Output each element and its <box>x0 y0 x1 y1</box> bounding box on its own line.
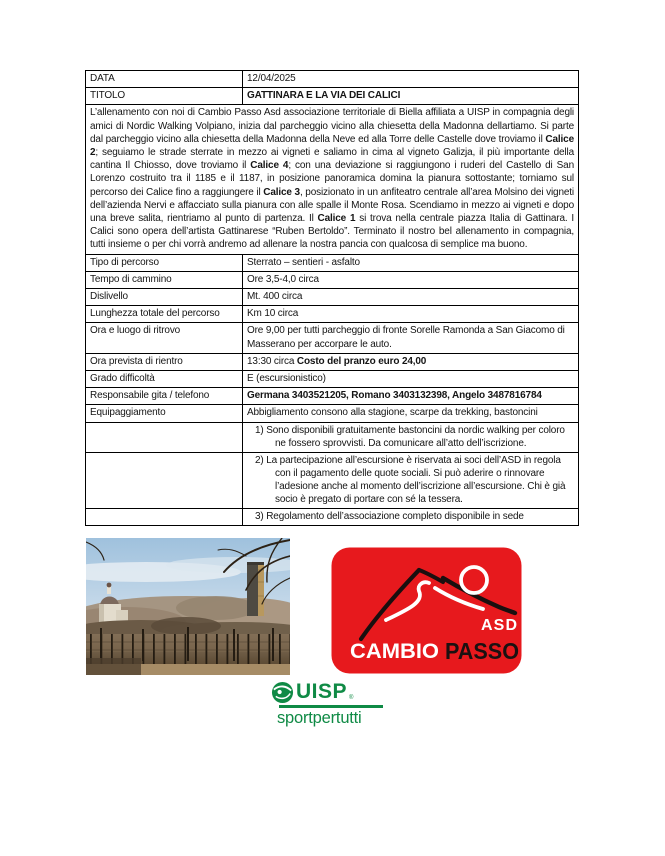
note-number: 1) <box>255 424 264 436</box>
empty-cell <box>86 509 243 526</box>
empty-cell <box>86 452 243 508</box>
event-info-table <box>85 70 579 526</box>
row-label: Grado difficoltà <box>86 371 243 388</box>
note-item <box>247 454 574 506</box>
row-label-titolo: TITOLO <box>86 88 243 105</box>
uisp-divider <box>279 705 383 708</box>
note-number: 3) <box>255 511 264 523</box>
uisp-registered-mark: ® <box>349 695 354 702</box>
asd-badge: ASD <box>481 617 517 635</box>
table-row <box>86 371 579 388</box>
row-label: Ora e luogo di ritrovo <box>86 323 243 353</box>
row-value: Germana 3403521205, Romano 3403132398, Angelo 3487816784 <box>243 388 579 405</box>
row-label: Dislivello <box>86 289 243 306</box>
table-row-description <box>86 105 579 254</box>
note-text: La partecipazione all’escursione è riservata ai soci dell’ASD in regola con il pagamento delle quote sociali. Si può aderire o rinnovare l’adesione anche al momento dell’iscrizione all’escursione. Chi è già socio è pregato di portare con sé la tessera. <box>266 454 566 506</box>
uisp-tagline: sportpertutti <box>277 708 362 727</box>
row-value: Ore 3,5-4,0 circa <box>243 271 579 288</box>
table-row <box>86 306 579 323</box>
row-value-titolo: GATTINARA E LA VIA DEI CALICI <box>243 88 579 105</box>
row-label: Ora prevista di rientro <box>86 353 243 370</box>
table-row-note <box>86 509 579 526</box>
row-value-data: 12/04/2025 <box>243 71 579 88</box>
table-row <box>86 353 579 370</box>
table-row-data <box>86 71 579 88</box>
table-row <box>86 254 579 271</box>
cambio-word: CAMBIO <box>350 640 439 664</box>
row-value: Km 10 circa <box>243 306 579 323</box>
row-value: E (escursionistico) <box>243 371 579 388</box>
row-label: Lunghezza totale del percorso <box>86 306 243 323</box>
row-value: 13:30 circa Costo del pranzo euro 24,00 <box>243 353 579 370</box>
row-label: Tempo di cammino <box>86 271 243 288</box>
note-text: Regolamento dell’associazione completo disponibile in sede <box>266 511 524 523</box>
uisp-logo <box>271 680 391 728</box>
row-label: Equipaggiamento <box>86 405 243 422</box>
note-item <box>247 424 574 450</box>
note-text: Sono disponibili gratuitamente bastoncini da nordic walking per coloro ne fossero sprovvisti. Da comunicare all’atto dell’iscrizione. <box>266 424 565 449</box>
row-value: Mt. 400 circa <box>243 289 579 306</box>
row-value: Abbigliamento consono alla stagione, scarpe da trekking, bastoncini <box>243 405 579 422</box>
note-number: 2) <box>255 454 264 466</box>
event-photo <box>86 538 290 675</box>
empty-cell <box>86 422 243 452</box>
row-label-data: DATA <box>86 71 243 88</box>
table-row <box>86 388 579 405</box>
uisp-ball-icon <box>271 681 294 704</box>
table-row <box>86 323 579 353</box>
row-label: Tipo di percorso <box>86 254 243 271</box>
description-paragraph: L’allenamento con noi di Cambio Passo Asd associazione territoriale di Biella affiliata a UISP in compagnia degli amici di Nordic Walking Volpiano, inizia dal parcheggio vicino alla chiesetta della Madonna dellartiamo. Si parte dal parcheggio vicino alla chiesetta della Madonna della Neve ed alla Torre delle Castelle dove troviamo il Calice 2; seguiamo le strade sterrate in mezzo ai vigneti e saliamo in cima al vigneto Galizja, il più importante della cantina Il Chiosso, dove troviamo il Calice 4; con una deviazione si raggiungono i ruderi del Castello di San Lorenzo costruito tra il 1185 e il 1187, in posizione panoramica domina la pianura sottostante; torniamo sul percorso dei Calice fino a raggiungere il Calice 3, posizionato in un anfiteatro centrale all’area Molsino dei vigneti dell’azienda Nervi e affacciato sulla pianura con alle spalle il Monte Rosa. Scendiamo in mezzo ai vigneti e dopo una breve salita, rientriamo al punto di partenza. Il Calice 1 si trova nella centrale piazza Italia di Gattinara. I Calici sono opera dell’artista Gattinarese “Ruben Bertoldo”. Terminato il nostro bel allenamento in compagnia, tutti insieme o per chi vorrà andremo ad allenare la nostra pancia con qualcosa di semplice ma buono. <box>86 105 579 254</box>
uisp-name: UISP <box>296 680 348 704</box>
table-row-titolo <box>86 88 579 105</box>
passo-word: PASSO <box>445 638 519 665</box>
photo-vineyard <box>86 627 290 675</box>
row-label: Responsabile gita / telefono <box>86 388 243 405</box>
note-item <box>247 510 574 523</box>
footer-images <box>85 538 579 743</box>
row-value: Sterrato – sentieri - asfalto <box>243 254 579 271</box>
table-row-note <box>86 452 579 508</box>
row-value: Ore 9,00 per tutti parcheggio di fronte Sorelle Ramonda a San Giacomo di Masserano per accorpare le auto. <box>243 323 579 353</box>
table-row <box>86 405 579 422</box>
table-row <box>86 289 579 306</box>
table-row <box>86 271 579 288</box>
table-row-note <box>86 422 579 452</box>
cambio-passo-logo <box>331 547 522 674</box>
